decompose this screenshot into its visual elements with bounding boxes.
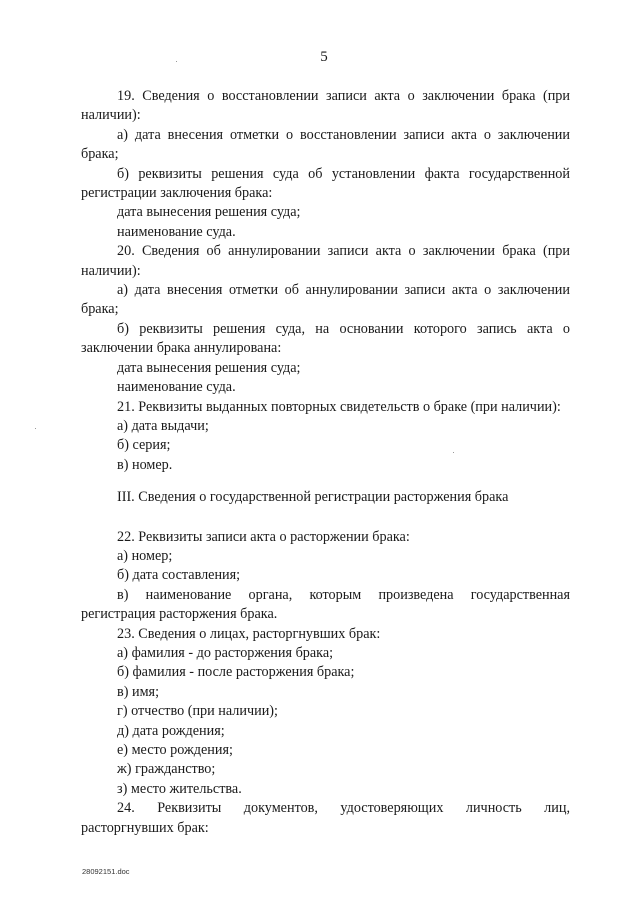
footer-filename: 28092151.doc	[82, 867, 130, 876]
scan-speck	[176, 61, 177, 62]
paragraph-19-a: а) дата внесения отметки о восстановлении записи акта о заключении брака;	[81, 126, 570, 163]
scan-speck	[35, 428, 36, 429]
paragraph-20-b: б) реквизиты решения суда, на основании которого запись акта о заключении брака аннулирована:	[81, 320, 570, 357]
scan-speck	[453, 452, 454, 453]
paragraph-19-b-date: дата вынесения решения суда;	[117, 204, 301, 221]
paragraph-22-c: в) наименование органа, которым произведена государственная регистрация расторжения брака.	[81, 586, 570, 623]
paragraph-23-e: д) дата рождения;	[117, 722, 225, 739]
paragraph-24-heading: 24. Реквизиты документов, удостоверяющих личность лиц, расторгнувших брак:	[81, 800, 570, 836]
paragraph-21-b: б) серия;	[117, 437, 171, 454]
paragraph-23-h: з) место жительства.	[117, 780, 242, 797]
paragraph-19-heading: 19. Сведения о восстановлении записи акта о заключении брака (при наличии):	[81, 88, 570, 124]
paragraph-21-a: а) дата выдачи;	[117, 417, 209, 434]
page-number: 5	[320, 49, 328, 65]
paragraph-20-a: а) дата внесения отметки об аннулировании записи акта о заключении брака;	[81, 282, 570, 318]
paragraph-23-f: е) место рождения;	[117, 742, 233, 758]
paragraph-21-heading: 21. Реквизиты выданных повторных свидетельств о браке (при наличии):	[117, 398, 561, 415]
document-body	[81, 87, 570, 838]
paragraph-19-b-court: наименование суда.	[117, 223, 236, 240]
paragraph-19-b: б) реквизиты решения суда об установлении факта государственной регистрации заключения брака:	[81, 165, 570, 202]
paragraph-23-b: б) фамилия - после расторжения брака;	[117, 664, 355, 681]
paragraph-23-heading: 23. Сведения о лицах, расторгнувших брак:	[117, 625, 381, 642]
paragraph-20-b-court: наименование суда.	[117, 379, 236, 396]
section-heading-iii: III. Сведения о государственной регистрации расторжения брака	[117, 489, 509, 506]
paragraph-21-c: в) номер.	[117, 456, 173, 473]
paragraph-23-c: в) имя;	[117, 683, 160, 700]
paragraph-22-a: а) номер;	[117, 547, 173, 564]
paragraph-23-g: ж) гражданство;	[117, 761, 216, 778]
paragraph-23-a: а) фамилия - до расторжения брака;	[117, 644, 334, 661]
paragraph-23-d: г) отчество (при наличии);	[117, 703, 278, 720]
paragraph-22-heading: 22. Реквизиты записи акта о расторжении брака:	[117, 528, 410, 545]
paragraph-20-heading: 20. Сведения об аннулировании записи акта о заключении брака (при наличии):	[81, 243, 570, 279]
paragraph-20-b-date: дата вынесения решения суда;	[117, 359, 301, 376]
paragraph-22-b: б) дата составления;	[117, 567, 241, 584]
